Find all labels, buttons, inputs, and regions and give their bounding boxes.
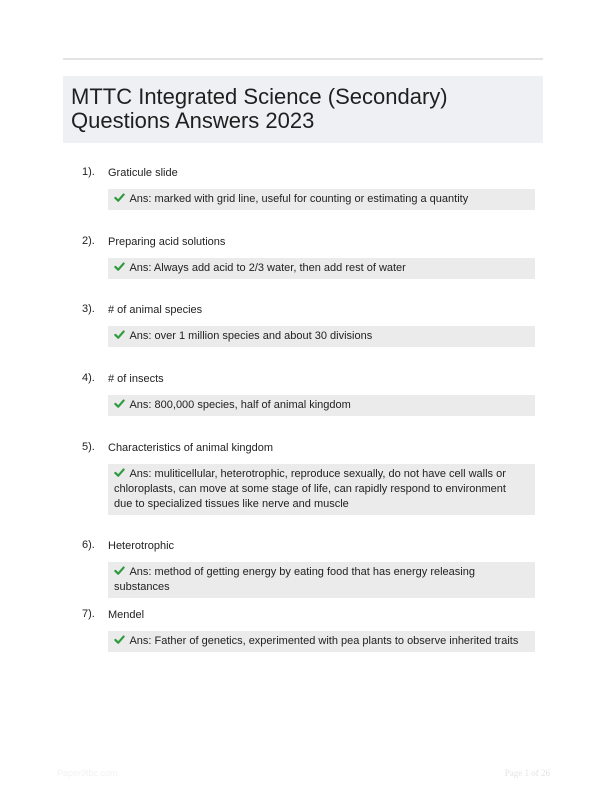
answer-box <box>108 464 535 515</box>
question-row <box>63 166 543 186</box>
question-row <box>63 303 543 323</box>
answer-box <box>108 395 535 416</box>
answer-box <box>108 189 535 210</box>
answer-text: Always add acid to 2/3 water, then add rest of water <box>153 262 406 274</box>
answer-prefix: Ans: <box>129 193 152 205</box>
qa-item <box>63 372 543 416</box>
check-icon <box>114 329 125 340</box>
answer-prefix: Ans: <box>129 330 152 342</box>
answer-prefix: Ans: <box>129 468 152 480</box>
qa-item <box>63 235 543 279</box>
title-banner <box>63 76 543 143</box>
qa-item <box>63 166 543 210</box>
question-row <box>63 372 543 392</box>
qa-item <box>63 539 543 598</box>
question-text: # of animal species <box>108 304 203 316</box>
qa-item <box>63 303 543 347</box>
page-number: Page 1 of 26 <box>504 768 550 778</box>
question-number: 6). <box>82 539 95 551</box>
qa-item <box>63 608 543 652</box>
answer-box <box>108 326 535 347</box>
question-text: Graticule slide <box>108 167 178 179</box>
question-row <box>63 539 543 559</box>
check-icon <box>114 261 125 272</box>
question-text: # of insects <box>108 373 164 385</box>
question-text: Mendel <box>108 609 145 621</box>
question-number: 1). <box>82 166 95 178</box>
question-number: 5). <box>82 441 95 453</box>
question-text: Preparing acid solutions <box>108 236 226 248</box>
answer-prefix: Ans: <box>129 262 152 274</box>
answer-text: marked with grid line, useful for counting or estimating a quantity <box>154 193 469 205</box>
answer-text: over 1 million species and about 30 divisions <box>154 330 373 342</box>
question-text: Heterotrophic <box>108 540 175 552</box>
answer-text: method of getting energy by eating food that has energy releasing substances <box>114 566 475 593</box>
answer-prefix: Ans: <box>129 399 152 411</box>
answer-prefix: Ans: <box>129 635 152 647</box>
top-divider <box>63 58 543 60</box>
answer-box <box>108 258 535 279</box>
answer-prefix: Ans: <box>129 566 152 578</box>
answer-box <box>108 562 535 598</box>
check-icon <box>114 467 125 478</box>
question-text: Characteristics of animal kingdom <box>108 442 274 454</box>
question-number: 2). <box>82 235 95 247</box>
question-row <box>63 441 543 461</box>
footer-watermark: Paper9tbc.com <box>57 768 118 778</box>
page-title: MTTC Integrated Science (Secondary) Questions Answers 2023 <box>71 84 448 133</box>
answer-box <box>108 631 535 652</box>
question-row <box>63 235 543 255</box>
answer-text: Father of genetics, experimented with pea plants to observe inherited traits <box>154 635 519 647</box>
question-row <box>63 608 543 628</box>
question-number: 7). <box>82 608 95 620</box>
answer-text: muliticellular, heterotrophic, reproduce sexually, do not have cell walls or chloroplasts, can move at some stage of life, can rapidly respond to environment due to specialized tissues like nerve and muscle <box>114 468 506 510</box>
check-icon <box>114 634 125 645</box>
answer-text: 800,000 species, half of animal kingdom <box>154 399 351 411</box>
check-icon <box>114 565 125 576</box>
qa-item <box>63 441 543 515</box>
check-icon <box>114 398 125 409</box>
question-number: 3). <box>82 303 95 315</box>
question-number: 4). <box>82 372 95 384</box>
check-icon <box>114 192 125 203</box>
